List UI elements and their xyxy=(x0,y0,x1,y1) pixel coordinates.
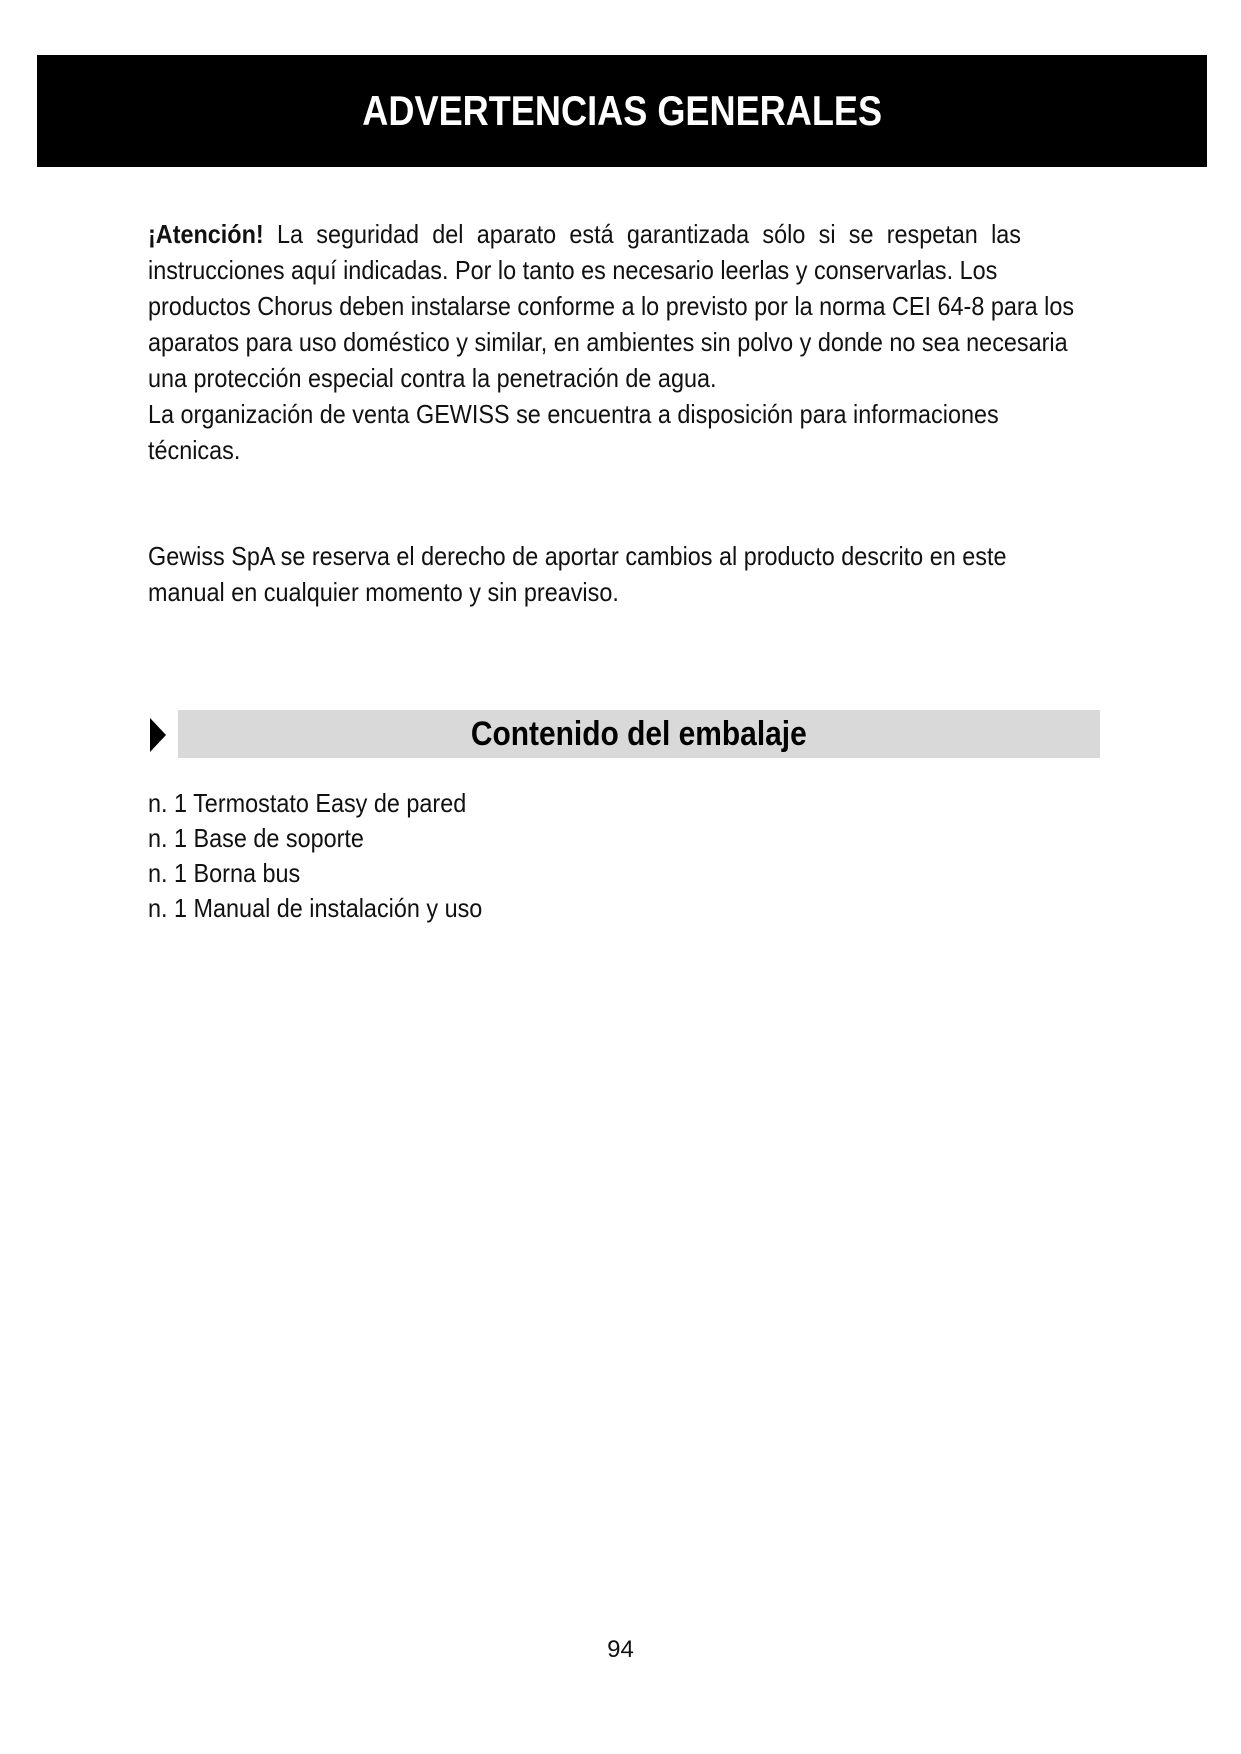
list-item: n. 1 Base de soporte xyxy=(148,823,364,853)
warning-line-6: La organización de venta GEWISS se encuentra a disposición para informaciones xyxy=(148,399,999,429)
package-contents-list xyxy=(148,786,482,926)
warning-line-4: aparatos para uso doméstico y similar, en ambientes sin polvo y donde no sea necesaria xyxy=(148,327,1068,357)
header-bar xyxy=(37,55,1207,167)
page-title: ADVERTENCIAS GENERALES xyxy=(362,87,882,134)
list-item: n. 1 Termostato Easy de pared xyxy=(148,788,467,818)
list-item: n. 1 Borna bus xyxy=(148,858,301,888)
warning-line-7: técnicas. xyxy=(148,435,241,465)
page-number: 94 xyxy=(607,1636,634,1663)
warning-line-3: productos Chorus deben instalarse conforme a lo previsto por la norma CEI 64-8 para los xyxy=(148,291,1075,321)
warning-line-1 xyxy=(148,216,1021,252)
attention-label: ¡Atención! xyxy=(148,219,264,249)
reserve-line-2: manual en cualquier momento y sin preaviso. xyxy=(148,577,619,607)
warning-line-5: una protección especial contra la penetración de agua. xyxy=(148,363,717,393)
section-title: Contenido del embalaje xyxy=(471,714,807,753)
list-item: n. 1 Manual de instalación y uso xyxy=(148,893,483,923)
arrow-right-icon xyxy=(150,718,166,752)
reserve-paragraph xyxy=(148,538,1118,610)
reserve-line-1: Gewiss SpA se reserva el derecho de aportar cambios al producto descrito en este xyxy=(148,541,1007,571)
warning-line-2: instrucciones aquí indicadas. Por lo tanto es necesario leerlas y conservarlas. Los xyxy=(148,255,998,285)
section-title-bar xyxy=(178,710,1100,758)
warning-paragraph xyxy=(148,216,1118,468)
package-section-header xyxy=(148,710,1100,758)
warning-line-1-text: La seguridad del aparato está garantizada sólo si se respetan las xyxy=(276,219,1021,249)
